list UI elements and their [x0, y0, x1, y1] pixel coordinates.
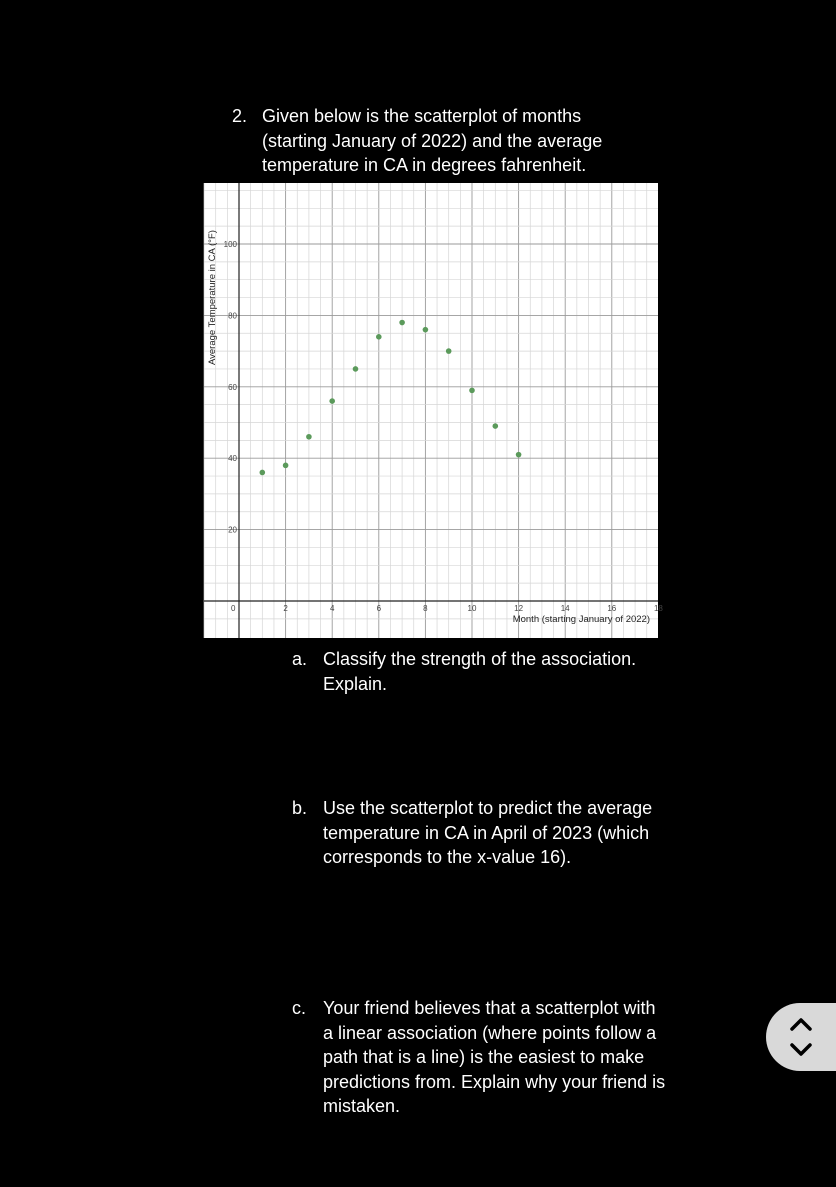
- part-c-label: c.: [292, 998, 307, 1018]
- data-point: [306, 434, 312, 440]
- part-a-text: Classify the strength of the association. Explain.: [323, 649, 637, 694]
- part-a-label: a.: [292, 649, 308, 669]
- data-point: [446, 348, 452, 354]
- y-tick-label: 100: [223, 240, 237, 249]
- y-tick-label: 80: [228, 311, 237, 321]
- y-axis-label: Average Temperature in CA (°F): [207, 230, 218, 366]
- chevron-up-icon[interactable]: [788, 1013, 814, 1035]
- x-tick-label: 10: [467, 604, 477, 613]
- y-tick-label: 40: [228, 454, 237, 464]
- x-tick-label: 2: [283, 604, 288, 613]
- y-tick-label: 60: [228, 382, 237, 392]
- data-point: [329, 398, 335, 404]
- x-tick-label: 18: [653, 604, 663, 613]
- data-point: [469, 388, 475, 394]
- page-nav[interactable]: [766, 1003, 836, 1071]
- x-tick-label: 12: [514, 604, 524, 613]
- data-point: [353, 366, 359, 372]
- data-point: [260, 470, 266, 476]
- chevron-down-icon[interactable]: [788, 1039, 814, 1061]
- scatterplot-svg: [204, 183, 663, 638]
- x-tick-label: 6: [376, 604, 382, 613]
- data-point: [283, 463, 289, 469]
- question-text: Given below is the scatterplot of months (starting January of 2022) and the average temperature in CA in degrees fahrenheit.: [262, 106, 603, 175]
- data-point: [423, 327, 429, 333]
- data-point: [493, 423, 499, 429]
- origin-label: 0: [231, 604, 236, 613]
- data-point: [399, 320, 405, 326]
- x-tick-label: 8: [423, 604, 428, 613]
- x-tick-label: 16: [607, 604, 617, 613]
- x-tick-label: 4: [329, 604, 335, 613]
- x-axis-label: Month (starting January of 2022): [512, 614, 650, 625]
- data-point: [376, 334, 382, 340]
- data-point: [516, 452, 522, 458]
- question-number: 2.: [232, 106, 248, 126]
- y-tick-label: 20: [228, 525, 237, 535]
- part-b-text: Use the scatterplot to predict the average temperature in CA in April of 2023 (which corresponds to the x-value 16).: [323, 798, 653, 867]
- x-tick-label: 14: [560, 604, 570, 613]
- part-c-text: Your friend believes that a scatterplot with a linear association (where points follow a path that is a line) is the easiest to make predictions from. Explain why your friend is mistaken.: [323, 998, 666, 1116]
- scatterplot: [204, 183, 663, 638]
- part-b-label: b.: [292, 798, 308, 818]
